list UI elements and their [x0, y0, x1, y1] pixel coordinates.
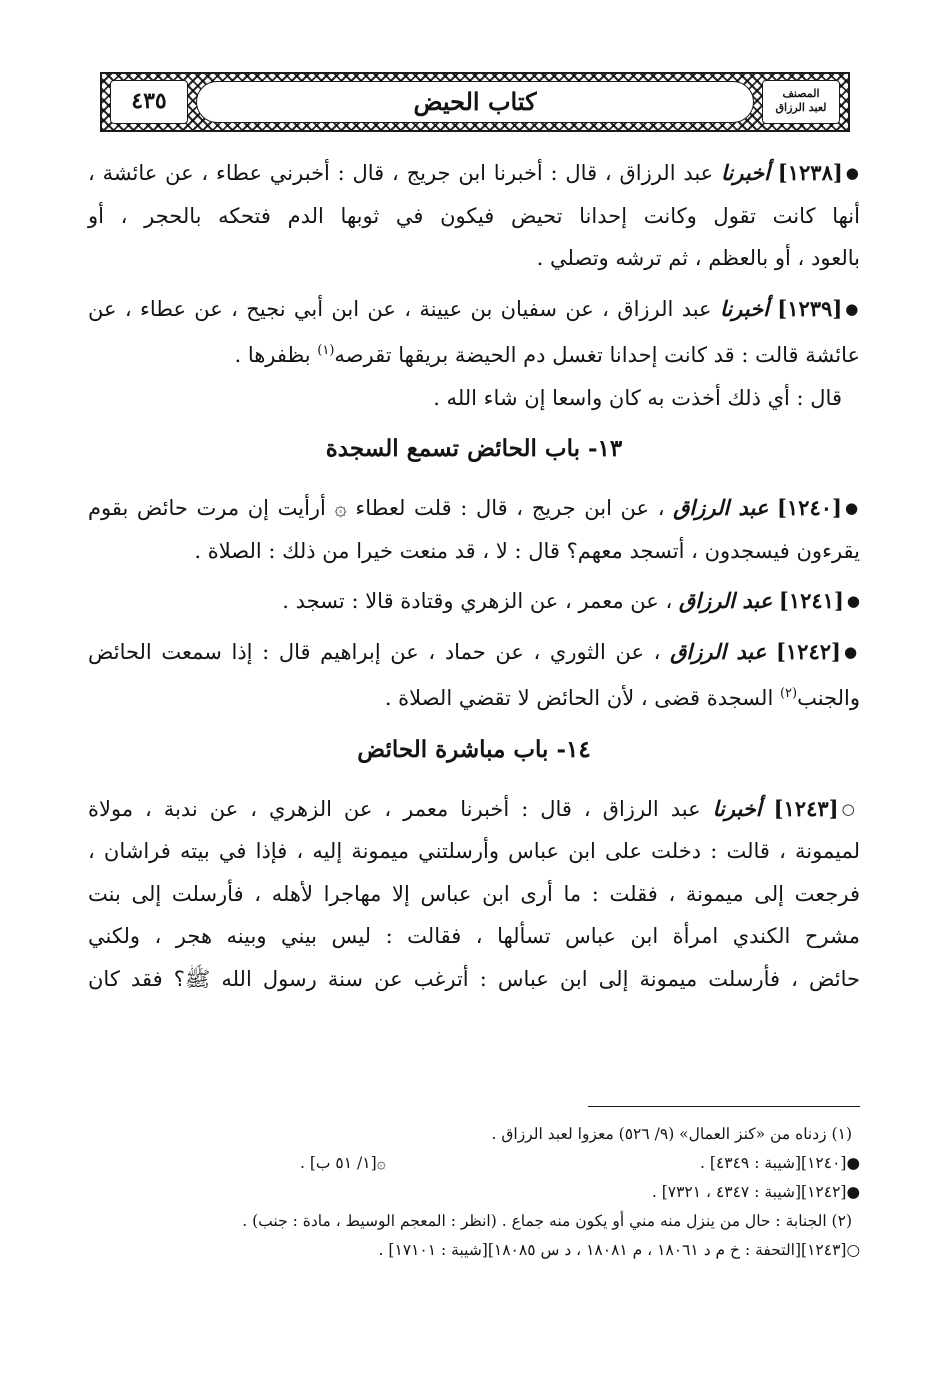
bullet-filled-marker: ●: [846, 1154, 860, 1172]
isnad-label: أخبرنا: [719, 295, 769, 321]
hadith-number: [١٢٤٢]: [775, 638, 841, 664]
hadith-text: ، عن ابن جريج ، قال : قلت لعطاء ۞ أرأيت إن مرت حائض بقوم: [88, 496, 665, 520]
isnad-label: عبد الرزاق: [678, 588, 773, 613]
text-line: [88, 673, 860, 720]
hadith-number: [١٢٤٠]: [776, 495, 842, 520]
text-line: [88, 487, 860, 530]
footnote-1242: [88, 1178, 860, 1207]
text-line: أنها كانت تقول وكانت إحدانا تحيض فيكون في ثوبها الدم فتحكه بالحجر ، أو: [88, 203, 860, 228]
bullet-filled-marker: ●: [845, 299, 861, 318]
bullet-open-marker: ○: [846, 1241, 860, 1259]
page-header: [100, 72, 850, 132]
footnote-1240-source: [700, 1149, 860, 1178]
text-line: [88, 788, 860, 831]
bullet-filled-marker: ●: [846, 1183, 860, 1201]
text-line: فرجعت إلى ميمونة ، فقلت : ما أرى ابن عباس إلا مهاجرا لأهله ، فأرسلت إلى بنت: [88, 881, 860, 906]
hadith-text: عبد الرزاق ، عن سفيان بن عيينة ، عن ابن أبي نجيح ، عن عطاء ، عن: [88, 296, 712, 321]
manuscript-folio-ref: ۞[١/ ٥١ ب] .: [300, 1154, 386, 1172]
footnote-text: [١٢٤٢][شيبة : ٤٣٤٧ ، ٧٣٢١] .: [651, 1183, 847, 1201]
footnote-2: (٢) الجنابة : حال من ينزل منه مني أو يكون منه جماع . (انظر : المعجم الوسيط ، مادة : جنب) .: [242, 1212, 852, 1230]
footnotes: [88, 1120, 860, 1265]
isnad-label: عبد الرزاق: [673, 495, 769, 520]
main-text: [88, 152, 860, 1008]
isnad-label: أخبرنا: [721, 160, 770, 185]
page-number: ٤٣٥: [110, 80, 188, 124]
hadith-text: عبد الرزاق ، قال : أخبرنا ابن جريج ، قال : أخبرني عطاء ، عن عائشة ،: [88, 161, 714, 185]
text-line: بالعود ، أو بالعظم ، ثم ترشه وتصلي .: [536, 246, 860, 270]
bullet-open-marker: ○: [841, 799, 860, 818]
chapter-title: كتاب الحيض: [413, 87, 537, 116]
section-heading-14: ١٤- باب مباشرة الحائض: [357, 735, 591, 763]
hadith-text: والجنب: [797, 686, 860, 710]
footnote-1: (١) زدناه من «كنز العمال» (٩/ ٥٢٦) معزوا لعبد الرزاق .: [491, 1125, 852, 1143]
hadith-text: عبد الرزاق ، قال : أخبرنا معمر ، عن الزهري ، عن ندبة ، مولاة: [88, 796, 701, 821]
hadith-1238: [88, 152, 860, 280]
footnote-1240: [88, 1149, 860, 1178]
text-line: [88, 152, 860, 195]
text-line: [88, 580, 860, 623]
hadith-1241: [88, 580, 860, 623]
book-logo: [762, 80, 840, 124]
footnote-text: [١٢٤٣][التحفة : خ م د ١٨٠٦١ ، م ١٨٠٨١ ، د س ١٨٠٨٥][شيبة : ١٧١٠١] .: [378, 1241, 847, 1259]
hadith-text: بظفرها .: [234, 343, 311, 367]
text-line: قال : أي ذلك أخذت به كان واسعا إن شاء الله .: [433, 385, 842, 410]
text-line: يقرءون فيسجدون ، أتسجد معهم؟ قال : لا ، قد منعت خيرا من ذلك : الصلاة .: [194, 538, 860, 563]
text-line: [88, 631, 860, 674]
hadith-number: [١٢٣٨]: [777, 160, 843, 185]
hadith-1239: [88, 288, 860, 420]
book-logo-line1: المصنف: [782, 87, 820, 100]
book-logo-line2: لعبد الرزاق: [775, 101, 827, 114]
hadith-number: [١٢٤١]: [778, 588, 844, 613]
bullet-filled-marker: ●: [846, 592, 860, 610]
section-heading-13: ١٣- باب الحائض تسمع السجدة: [325, 435, 623, 462]
text-line: [88, 330, 860, 377]
hadith-1243: [88, 788, 860, 1001]
bullet-filled-marker: ●: [844, 499, 860, 517]
footnote-row: [300, 1149, 860, 1178]
hadith-text: ، عن معمر ، عن الزهري وقتادة قالا : تسجد .: [282, 589, 673, 613]
footnote-text: [١٢٤٠][شيبة : ٤٣٤٩] .: [700, 1154, 847, 1172]
text-line: حائض ، فأرسلت ميمونة إلى ابن عباس : أترغب عن سنة رسول الله ﷺ؟ فقد كان: [88, 966, 860, 991]
isnad-label: أخبرنا: [712, 795, 762, 821]
hadith-text: السجدة قضى ، لأن الحائض لا تقضي الصلاة .: [384, 686, 774, 710]
header-title-frame: [196, 81, 754, 123]
bullet-filled-marker: ●: [843, 642, 860, 661]
text-line: مشرح الكندي امرأة ابن عباس تسألها ، فقالت : ليس بيني وبينه هجر ، ولكني: [88, 924, 860, 948]
text-line: [88, 288, 860, 331]
text-line: لميمونة ، قالت : دخلت على ابن عباس وأرسلتني ميمونة إليه ، فإذا في بيته فراشان ،: [88, 839, 860, 863]
footnote-ref[interactable]: (١): [317, 343, 335, 358]
hadith-number: [١٢٤٣]: [773, 795, 839, 821]
hadith-number: [١٢٣٩]: [777, 295, 843, 321]
isnad-label: عبد الرزاق: [670, 638, 767, 664]
hadith-1242: [88, 631, 860, 720]
hadith-1240: [88, 487, 860, 572]
bullet-filled-marker: ●: [845, 164, 860, 182]
footnote-1243: [88, 1236, 860, 1265]
hadith-text: عائشة قالت : قد كانت إحدانا تغسل دم الحيضة بريقها تقرصه: [334, 343, 860, 367]
footnote-divider: [588, 1106, 860, 1107]
footnote-ref[interactable]: (٢): [779, 686, 798, 701]
hadith-text: ، عن الثوري ، عن حماد ، عن إبراهيم قال : إذا سمعت الحائض: [88, 639, 661, 664]
